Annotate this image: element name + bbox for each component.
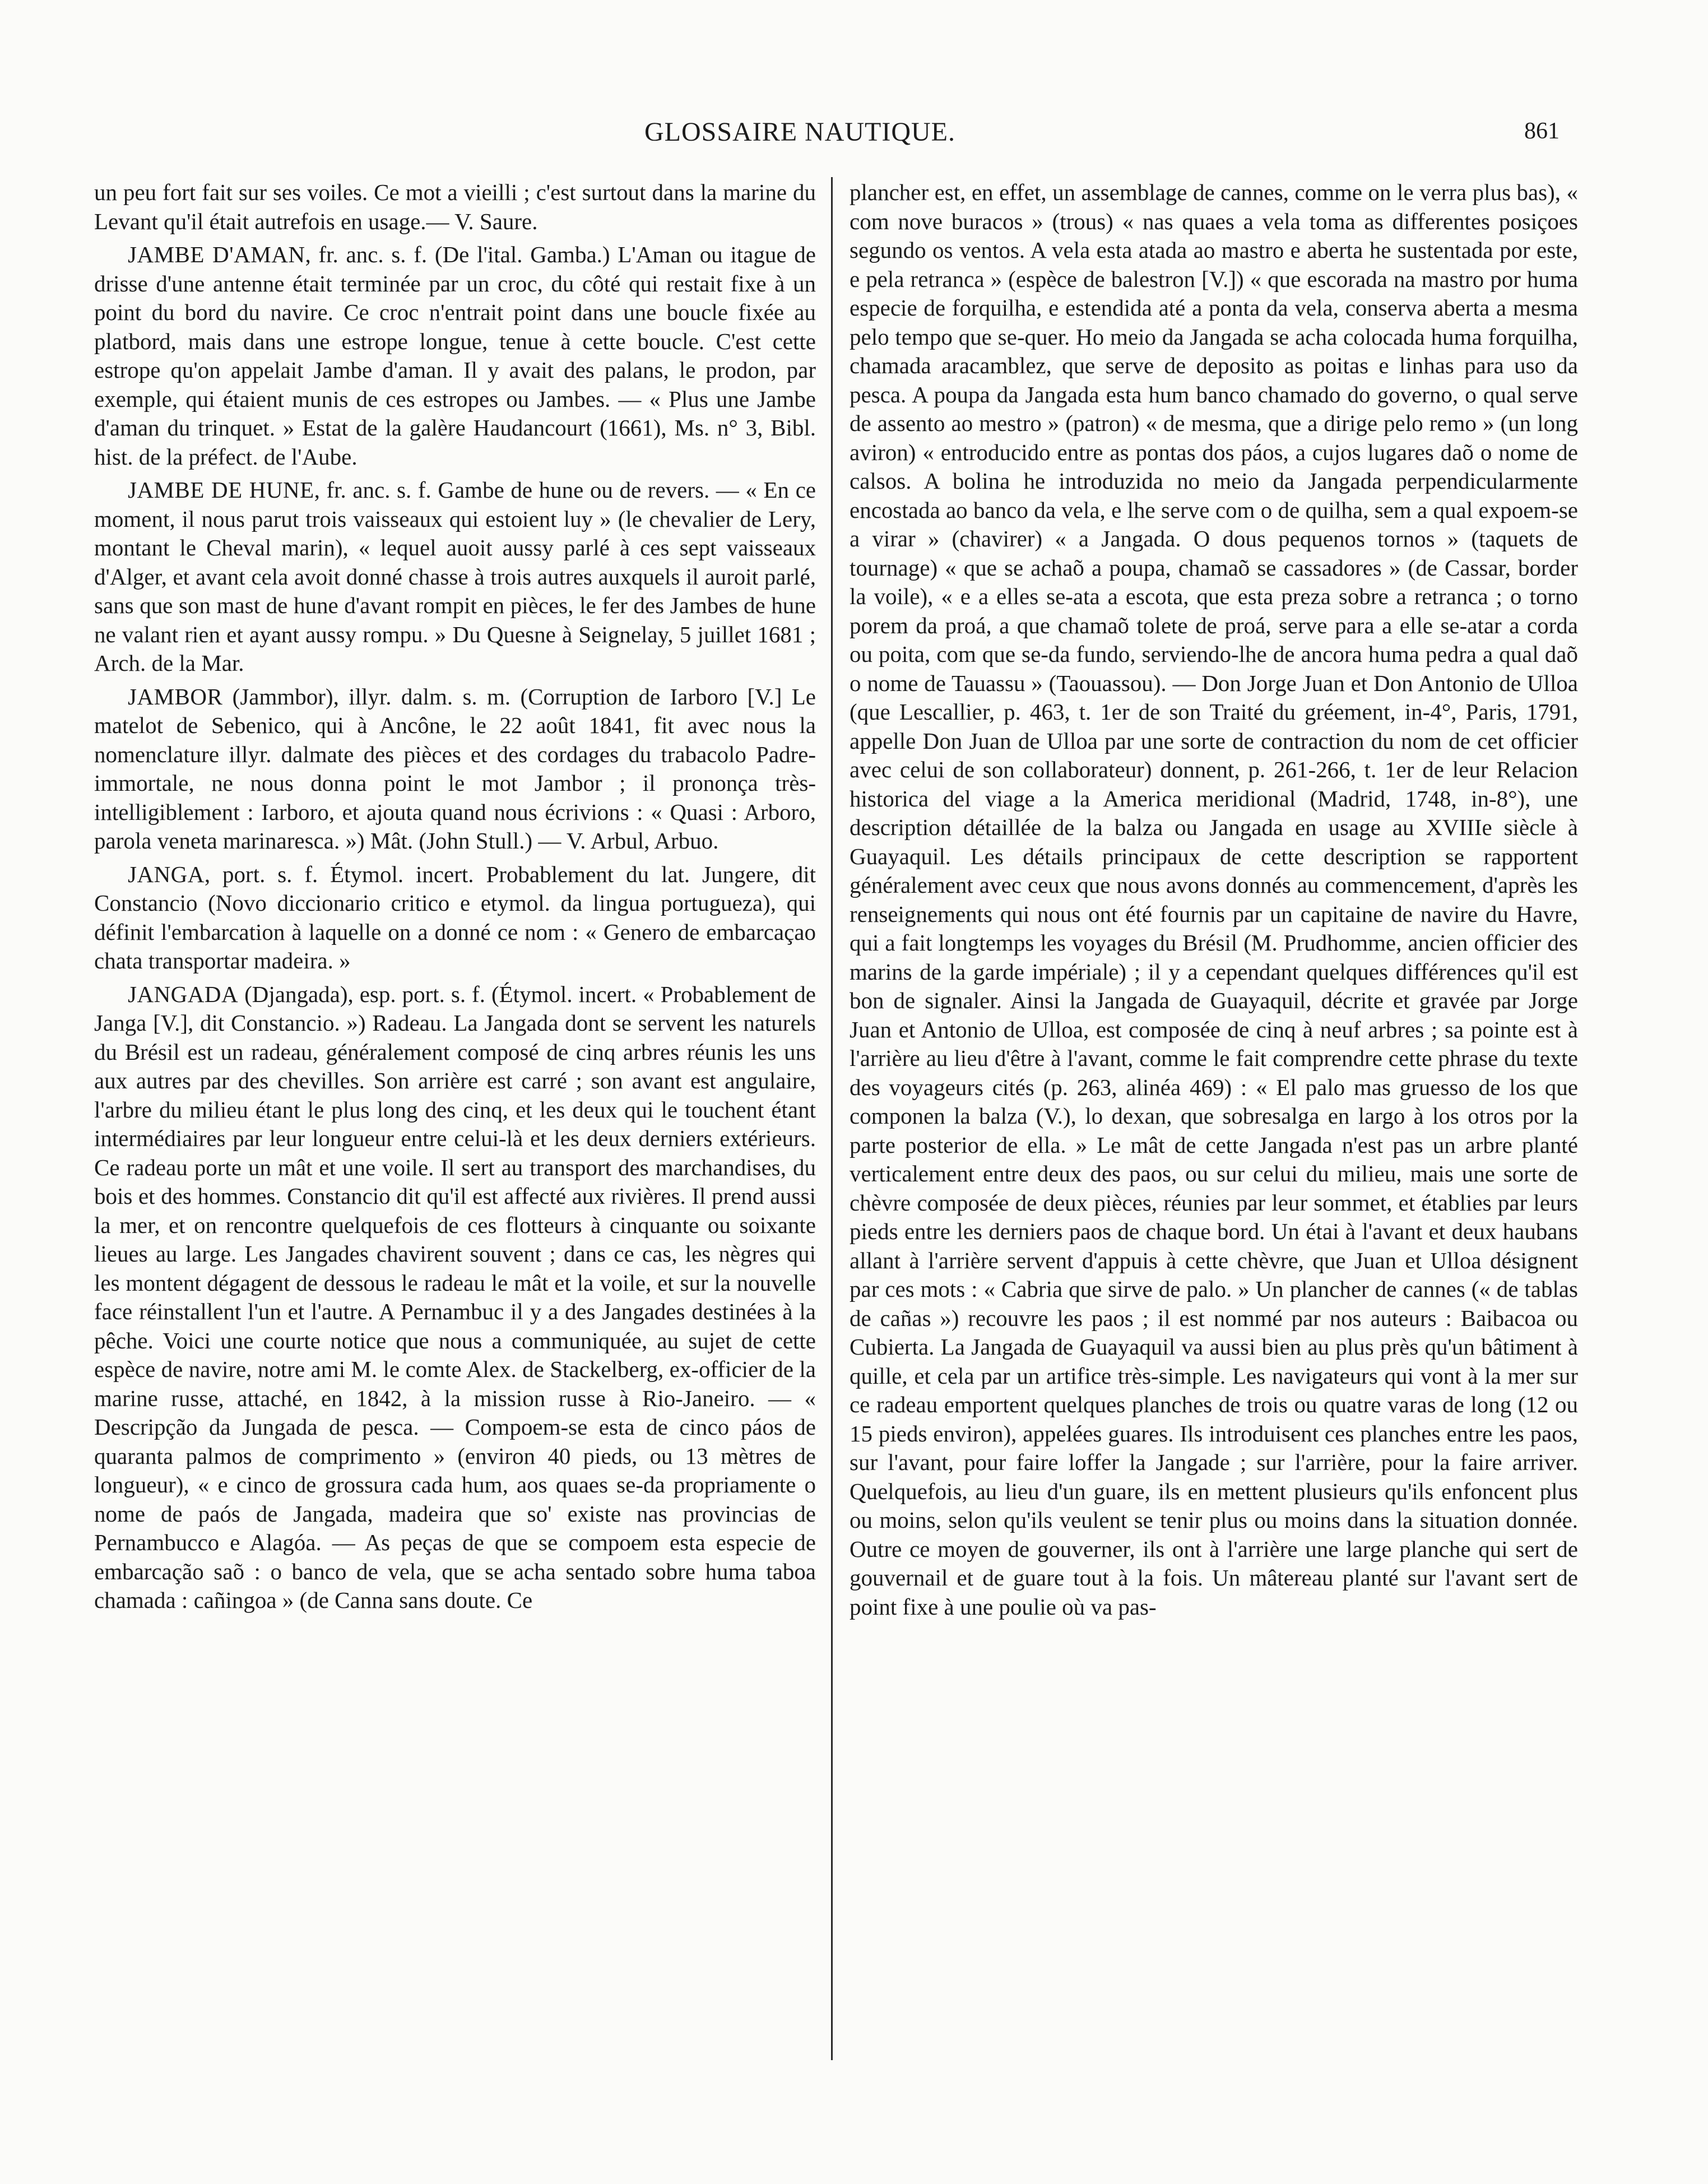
right-column xyxy=(850,178,1578,1626)
column-divider xyxy=(831,177,833,2060)
entry-jambe-d-aman xyxy=(94,240,816,471)
entry-text: , fr. anc. s. f. Gambe de hune ou de revers. — « En ce moment, il nous parut trois vaisseaux qui estoient luy » (le chevalier de Lery, montant le Cheval marin), « lequel auoit aussy parlé à ces sept vaisseaux d'Alger, et avant cela avoit donné chasse à trois autres auxquels il auroit parlé, sans que son mast de hune d'avant rompit en pièces, le fer des Jambes de hune ne valant rien et ayant aussy rompu. » Du Quesne à Seignelay, 5 juillet 1681 ; Arch. de la Mar. xyxy=(94,477,816,676)
entry-text: , fr. anc. s. f. (De l'ital. Gamba.) L'Aman ou itague de drisse d'une antenne était terminée par un croc, du côté qui restait fixe à un point du bord du navire. Ce croc n'entrait point dans une boucle fixée au platbord, mais dans une estrope longue, tenue à cette boucle. C'est cette estrope qu'on appelait Jambe d'aman. Il y avait des palans, le prodon, par exemple, qui étaient munis de ces estropes ou Jambes. — « Plus une Jambe d'aman du trinquet. » Estat de la galère Haudancourt (1661), Ms. n° 3, Bibl. hist. de la préfect. de l'Aube. xyxy=(94,242,816,470)
entry-term: JAMBE DE HUNE xyxy=(128,477,314,503)
entry-continuation xyxy=(94,178,816,236)
entry-jangada-continued xyxy=(850,178,1578,1621)
left-column xyxy=(94,178,816,1620)
entry-term: JAMBE D'AMAN xyxy=(128,242,305,267)
running-head-title: GLOSSAIRE NAUTIQUE. xyxy=(644,117,955,147)
entry-term: JAMBOR xyxy=(128,683,223,710)
entry-jangada xyxy=(94,980,816,1615)
entry-text: (Djangada), esp. port. s. f. (Étymol. incert. « Probablement de Janga [V.], dit Constancio. ») Radeau. La Jangada dont se servent les naturels du Brésil est un radeau, généralement composé de cinq arbres réunis les uns aux autres par des chevilles. Son arrière est carré ; son avant est angulaire, l'arbre du milieu étant le plus long des cinq, et les deux qui le touchent étant intermédiaires par leur longueur entre celui-là et les deux derniers extérieurs. Ce radeau porte un mât et une voile. Il sert au transport des marchandises, du bois et des hommes. Constancio dit qu'il est affecté aux rivières. Il prend aussi la mer, et on rencontre quelquefois de ces flotteurs à cinquante ou soixante lieues au large. Les Jangades chavirent souvent ; dans ce cas, les nègres qui les montent dégagent de dessous le radeau le mât et la voile, et sur la nouvelle face réinstallent l'un et l'autre. A Pernambuc il y a des Jangades destinées à la pêche. Voici une courte notice que nous a communiquée, au sujet de cette espèce de navire, notre ami M. le comte Alex. de Stackelberg, ex-officier de la marine russe, attaché, en 1842, à la mission russe à Rio-Janeiro. — « Descripção da Jungada de pesca. — Compoem-se esta de cinco páos de quaranta palmos de comprimento » (environ 40 pieds, ou 13 mètres de longueur), « e cinco de grossura cada hum, aos quaes se-da propriamente o nome de paós de Jangada, madeira que so' existe nas provincias de Pernambucco e Alagóa. — As peças de que se compoem esta especie de embarcação saõ : o banco de vela, que se acha sentado sobre huma taboa chamada : cañingoa » (de Canna sans doute. Ce xyxy=(94,981,816,1613)
entry-text: un peu fort fait sur ses voiles. Ce mot a vieilli ; c'est surtout dans la marine du Levant qu'il était autrefois en usage.— V. Saure. xyxy=(94,179,816,234)
entry-term: JANGA xyxy=(128,861,205,887)
entry-jambor xyxy=(94,683,816,856)
entry-term: JANGADA xyxy=(128,981,239,1007)
entry-text: plancher est, en effet, un assemblage de cannes, comme on le verra plus bas), « com nove buracos » (trous) « nas quaes a vela toma as differentes posiçoes segundo os ventos. A vela esta atada ao mastro e aberta he sustentada por este, e pela retranca » (espèce de balestron [V.]) « que escorada na mastro por huma especie de forquilha, e estendida até a ponta da vela, conserva aberta a mesma pelo tempo que se-quer. Ho meio da Jangada se acha colocada huma forquilha, chamada aracamblez, que serve de deposito as poitas e linhas para uso da pesca. A poupa da Jangada esta hum banco chamado do governo, o qual serve de assento ao mestro » (patron) « de mesma, que a dirige pelo remo » (un long aviron) « entroducido entre as pontas dos páos, a cujos lugares daõ o nome de calsos. A bolina he introduzida no meio da Jangada perpendicularmente encostada ao banco da vela, e lhe serve com o de quilha, sem a qual expoem-se a virar » (chavirer) « a Jangada. O dous pequenos tornos » (taquets de tournage) « que se achaõ a poupa, chamaõ se cassadores » (de Cassar, border la voile), « e a elles se-ata a escota, que esta preza sobre a retranca ; o torno porem da proá, a que chamaõ tolete de proá, serve para a elle se-atar a corda ou poita, com que se-da fundo, serviendo-lhe de ancora huma pedra a qual daõ o nome de Tauassu » (Taouassou). — Don Jorge Juan et Don Antonio de Ulloa (que Lescallier, p. 463, t. 1er de son Traité du gréement, in-4°, Paris, 1791, appelle Don Juan de Ulloa par une sorte de contraction du nom de cet officier avec celui de son collaborateur) donnent, p. 261-266, t. 1er de leur Relacion historica del viage a la America meridional (Madrid, 1748, in-8°), une description détaillée de la balza ou Jangada en usage au XVIIIe siècle à Guayaquil. Les détails principaux de cette description se rapportent généralement avec ceux que nous avons donnés au commencement, d'après les renseignements qui nous ont été fournis par un capitaine de navire du Havre, qui a fait longtemps les voyages du Brésil (M. Prudhomme, ancien officier des marins de la garde impériale) ; il y a cependant quelques différences qu'il est bon de signaler. Ainsi la Jangada de Guayaquil, décrite et gravée par Jorge Juan et Antonio de Ulloa, est composée de cinq à neuf arbres ; sa pointe est à l'arrière au lieu d'être à l'avant, comme le fait comprendre cette phrase du texte des voyageurs cités (p. 263, alinéa 469) : « El palo mas gruesso de los que componen la balza (V.), lo dexan, que sobresalga en largo à los otros por la parte posterior de ella. » Le mât de cette Jangada n'est pas un arbre planté verticalement entre deux des paos, ou sur celui du milieu, mais une sorte de chèvre composée de deux pièces, réunies par leur sommet, et établies par leurs pieds entre les derniers paos de chaque bord. Un étai à l'avant et deux haubans allant à l'arrière servent d'appuis à cette chèvre, que Juan et Ulloa désignent par ces mots : « Cabria que sirve de palo. » Un plancher de cannes (« de tablas de cañas ») recouvre les paos ; il est nommé par nos auteurs : Baibacoa ou Cubierta. La Jangada de Guayaquil va aussi bien au plus près qu'un bâtiment à quille, et cela par un artifice très-simple. Les navigateurs qui vont à la mer sur ce radeau emportent quelques planches de trois ou quatre varas de long (12 ou 15 pieds environ), appelées guares. Ils introduisent ces planches entre les paos, sur l'avant, pour faire loffer la Jangade ; sur l'arrière, pour la faire arriver. Quelquefois, au lieu d'un guare, ils en mettent plusieurs qu'ils enfoncent plus ou moins, selon qu'ils veulent se tenir plus ou moins dans la situation donnée. Outre ce moyen de gouverner, ils ont à l'arrière une large planche qui sert de gouvernail et de guare tout à la fois. Un mâtereau planté sur l'avant sert de point fixe à une poulie où va pas- xyxy=(850,179,1578,1620)
entry-text: , port. s. f. Étymol. incert. Probablement du lat. Jungere, dit Constancio (Novo diccionario critico e etymol. da lingua portugueza), qui définit l'embarcation à laquelle on a donné ce nom : « Genero de embarcaçao chata transportar madeira. » xyxy=(94,861,816,973)
entry-janga xyxy=(94,860,816,976)
entry-text: (Jammbor), illyr. dalm. s. m. (Corruption de Iarboro [V.] Le matelot de Sebenico, qui à Ancône, le 22 août 1841, fit avec nous la nomenclature illyr. dalmate des pièces et des cordages du trabacolo Padre-immortale, ne nous donna point le mot Jambor ; il prononça très-intelligiblement : Iarboro, et ajouta quand nous écrivions : « Quasi : Arboro, parola veneta marinaresca. ») Mât. (John Stull.) — V. Arbul, Arbuo. xyxy=(94,683,816,854)
entry-jambe-de-hune xyxy=(94,476,816,678)
page-number: 861 xyxy=(1524,118,1560,144)
